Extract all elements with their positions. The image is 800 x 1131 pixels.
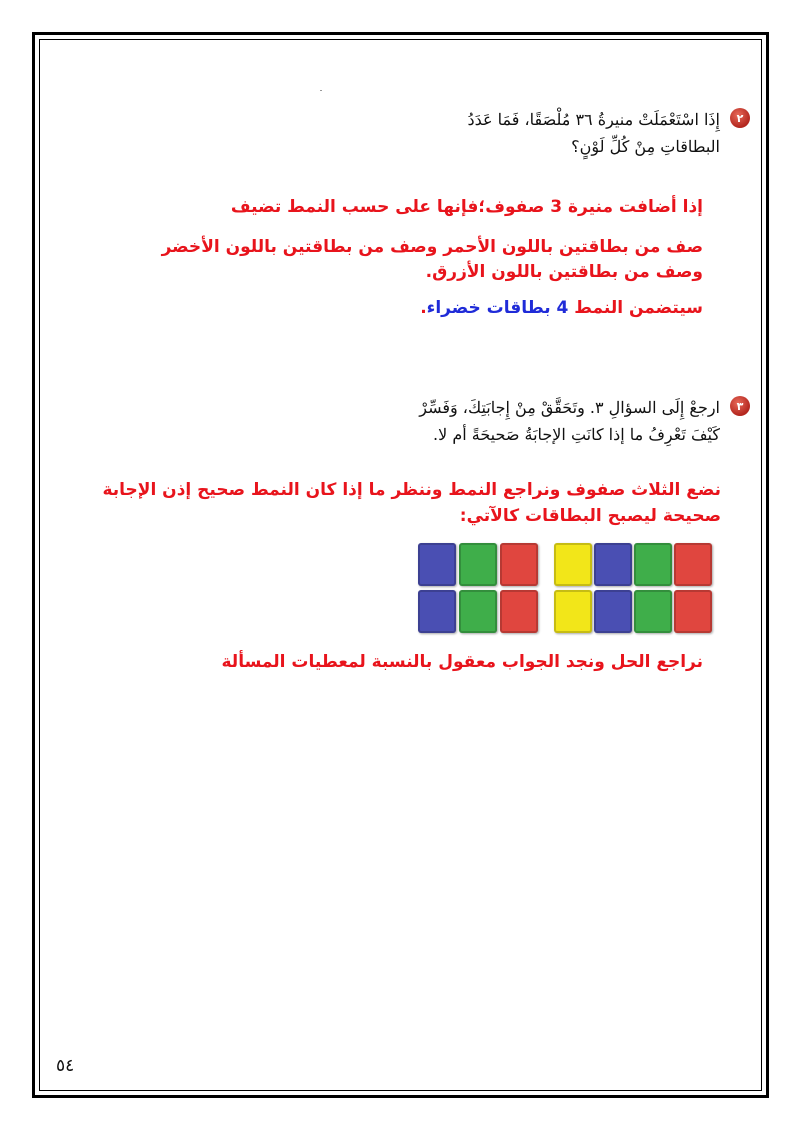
answer-2-period: . [420, 298, 427, 318]
answer-2-green-count: 4 [556, 298, 569, 318]
card-tile-red [674, 543, 712, 586]
question-number-badge: ٢ [730, 108, 750, 128]
stray-dot [320, 90, 322, 91]
question-2-text [320, 106, 720, 160]
answer-2-line-4 [420, 298, 703, 318]
answer-3-line-2: صحيحة ليصبح البطاقات كالآتي: [459, 506, 721, 526]
answer-3-conclusion: نراجع الحل ونجد الجواب معقول بالنسبة لمعطيات المسألة [221, 652, 703, 672]
question-3-line-2: كَيْفَ تَعْرِفُ ما إذا كانَتِ الإجابَةُ صَحيحَةً أم لا. [433, 425, 720, 444]
card-pattern-image [418, 543, 712, 637]
answer-2-green-cards: بطاقات خضراء [426, 298, 557, 318]
card-tile-green [459, 590, 497, 633]
card-tile-green [634, 543, 672, 586]
card-tile-blue [418, 543, 456, 586]
page-number: ٥٤ [56, 1056, 75, 1076]
card-tile-red [500, 543, 538, 586]
answer-2-line-4-pre: سيتضمن النمط [568, 298, 703, 318]
question-3-text [300, 394, 720, 448]
question-number-badge: ٣ [730, 396, 750, 416]
answer-3-line-1: نضع الثلاث صفوف ونراجع النمط وننظر ما إذا كان النمط صحيح إذن الإجابة [102, 480, 721, 500]
card-tile-red [674, 590, 712, 633]
question-2-line-1: إِذَا اسْتَعْمَلَتْ منيرةُ ٣٦ مُلْصَقًا، فَمَا عَدَدُ [467, 110, 720, 129]
answer-2-line-2: صف من بطاقتين باللون الأحمر وصف من بطاقتين باللون الأخضر [161, 237, 703, 257]
card-tile-red [500, 590, 538, 633]
card-tile-blue [418, 590, 456, 633]
card-tile-yellow [554, 543, 592, 586]
card-tile-green [634, 590, 672, 633]
card-tile-green [459, 543, 497, 586]
card-tile-blue [594, 590, 632, 633]
answer-2-line-3: وصف من بطاقتين باللون الأزرق. [425, 262, 703, 282]
card-tile-blue [594, 543, 632, 586]
question-2-line-2: البطاقاتِ مِنْ كُلِّ لَوْنٍ؟ [571, 137, 720, 156]
card-tile-yellow [554, 590, 592, 633]
answer-2-line-1: إذا أضافت منيرة 3 صفوف؛فإنها على حسب النمط تضيف [230, 197, 703, 217]
question-3-line-1: ارجعْ إِلَى السؤالِ ٣. وتَحَقَّقْ مِنْ إِجابَتِكَ، وَفَسِّرْ [419, 398, 720, 417]
